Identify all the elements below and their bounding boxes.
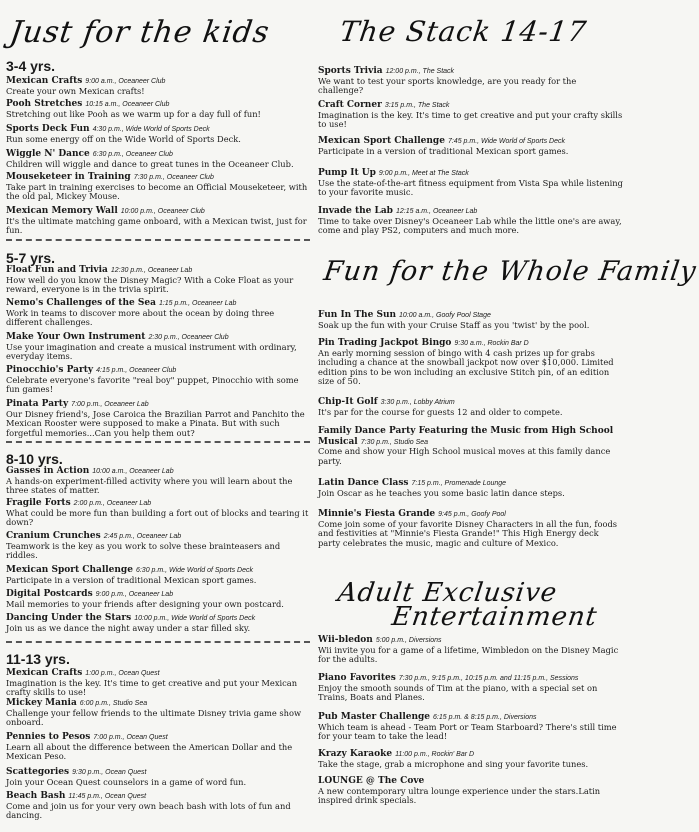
adult-activity-entry bbox=[318, 749, 623, 769]
adult-activity-entry bbox=[318, 635, 623, 665]
entry-title: LOUNGE @ The Cove bbox=[318, 776, 425, 786]
kids-activity-entry bbox=[6, 76, 310, 96]
entry-time-location: 9:45 p.m., Goofy Pool bbox=[438, 511, 506, 518]
age-group-heading: 3-4 yrs. bbox=[6, 58, 56, 74]
entry-description: Come join some of your favorite Disney Characters in all the fun, foods and festivities at "Minnie's Fiesta Grande!" This High Energy deck party celebrates the music, magic and culture of Mexico. bbox=[318, 518, 618, 548]
entry-description: Use your imagination and create a musical instrument with ordinary, everyday items. bbox=[6, 341, 297, 362]
entry-time-location: 9:30 p.m., Ocean Quest bbox=[72, 769, 147, 776]
family-activity-entry bbox=[318, 397, 623, 417]
entry-description: Imagination is the key. It's time to get creative and put your Mexican crafty skills to use! bbox=[6, 677, 298, 698]
entry-time-location: 10:15 a.m., Oceaneer Club bbox=[85, 101, 170, 108]
entry-title: Scattegories bbox=[6, 767, 70, 777]
entry-title: Mexican Sport Challenge bbox=[318, 136, 445, 146]
entry-time-location: 7:30 p.m., 9:15 p.m., 10:15 p.m. and 11:15 p.m., Sessions bbox=[398, 675, 579, 682]
entry-title: Pub Master Challenge bbox=[318, 712, 431, 722]
entry-title: Sports Trivia bbox=[318, 66, 383, 76]
entry-title: Pump It Up bbox=[318, 168, 376, 178]
entry-description: Participate in a version of traditional Mexican sport games. bbox=[6, 574, 257, 585]
entry-title: Pinocchio's Party bbox=[6, 365, 94, 375]
entry-time-location: 10:00 p.m., Oceaneer Club bbox=[120, 208, 205, 215]
entry-title: Chip-It Golf bbox=[318, 397, 378, 407]
entry-time-location: 7:00 p.m., Oceaneer Lab bbox=[71, 401, 149, 408]
kids-activity-entry bbox=[6, 99, 310, 119]
entry-time-location: 6:30 p.m., Oceaneer Club bbox=[92, 151, 173, 158]
entry-description: Work in teams to discover more about the ocean by doing three different challenges. bbox=[6, 307, 275, 328]
entry-description: An early morning session of bingo with 4 cash prizes up for grabs including a chance at the snowball jackpot now over $10,000. Limited edition pins to be won including an exclusive Stitch pin, of an edition size of 50. bbox=[318, 347, 614, 387]
entry-description: Wii invite you for a game of a lifetime, Wimbledon on the Disney Magic for the adults. bbox=[318, 644, 619, 665]
family-activity-entry bbox=[318, 478, 623, 498]
entry-description: Which team is ahead - Team Port or Team Starboard? There's still time for your team to take the lead! bbox=[318, 721, 617, 742]
kids-activity-entry bbox=[6, 124, 310, 144]
entry-description: Create your own Mexican crafts! bbox=[6, 85, 145, 96]
section-divider bbox=[6, 641, 310, 643]
kids-activity-entry bbox=[6, 298, 310, 328]
entry-time-location: 7:30 p.m., Oceaneer Club bbox=[133, 174, 214, 181]
entry-description: It's par for the course for guests 12 and older to compete. bbox=[318, 406, 563, 417]
entry-time-location: 5:00 p.m., Diversions bbox=[375, 637, 442, 644]
entry-time-location: 9:00 p.m., Oceaneer Lab bbox=[95, 591, 174, 598]
entry-time-location: 7:00 p.m., Ocean Quest bbox=[93, 734, 168, 741]
entry-time-location: 4:15 p.m., Oceaneer Club bbox=[96, 367, 177, 374]
entry-title: Float Fun and Trivia bbox=[6, 265, 108, 275]
entry-time-location: 6:15 p.m. & 8:15 p.m., Diversions bbox=[433, 714, 537, 721]
entry-time-location: 12:30 p.m., Oceaneer Lab bbox=[110, 267, 193, 274]
entry-description: How well do you know the Disney Magic? With a Coke Float as your reward, everyone is in the trivia spirit. bbox=[6, 274, 294, 295]
adult-heading-line2: Entertainment bbox=[389, 602, 600, 632]
entry-title: Fragile Forts bbox=[6, 498, 71, 508]
entry-description: Take the stage, grab a microphone and sing your favorite tunes. bbox=[318, 758, 589, 769]
family-activity-entry bbox=[318, 426, 623, 466]
entry-title: Beach Bash bbox=[6, 791, 66, 801]
entry-description: Stretching out like Pooh as we warm up for a day full of fun! bbox=[6, 108, 261, 119]
kids-activity-entry bbox=[6, 206, 310, 236]
adult-activity-entry bbox=[318, 712, 623, 742]
entry-time-location: 11:45 p.m., Ocean Quest bbox=[68, 793, 147, 800]
teen-activity-entry bbox=[318, 206, 623, 236]
entry-title: Mexican Sport Challenge bbox=[6, 565, 133, 575]
kids-activity-entry bbox=[6, 399, 310, 438]
kids-activity-entry bbox=[6, 589, 310, 609]
kids-activity-entry bbox=[6, 767, 310, 787]
section-divider bbox=[6, 239, 310, 241]
kids-activity-entry bbox=[6, 172, 310, 202]
stack-heading: The Stack 14-17 bbox=[337, 15, 589, 48]
entry-title: Minnie's Fiesta Grande bbox=[318, 509, 436, 519]
adult-activity-entry bbox=[318, 776, 623, 806]
age-group-heading: 11-13 yrs. bbox=[6, 651, 70, 667]
entry-description: A new contemporary ultra lounge experience under the stars.Latin inspired drink specials. bbox=[318, 785, 601, 806]
entry-title: Krazy Karaoke bbox=[318, 749, 393, 759]
kids-activity-entry bbox=[6, 365, 310, 395]
entry-description: Enjoy the smooth sounds of Tim at the piano, with a special set on Trains, Boats and Planes. bbox=[318, 682, 598, 703]
entry-time-location: 2:00 p.m., Oceaneer Lab bbox=[73, 500, 152, 507]
entry-title: Sports Deck Fun bbox=[6, 124, 90, 134]
entry-time-location: 4:30 p.m., Wide World of Sports Deck bbox=[92, 126, 210, 133]
kids-activity-entry bbox=[6, 498, 310, 528]
kids-activity-entry bbox=[6, 613, 310, 633]
entry-title: Piano Favorites bbox=[318, 673, 396, 683]
entry-description: Teamwork is the key as you work to solve these brainteasers and riddles. bbox=[6, 540, 281, 561]
entry-time-location: 12:00 p.m., The Stack bbox=[385, 68, 455, 75]
entry-description: Run some energy off on the Wide World of Sports Deck. bbox=[6, 133, 241, 144]
entry-time-location: 10:00 a.m., Goofy Pool Stage bbox=[399, 312, 491, 319]
entry-title: Latin Dance Class bbox=[318, 478, 409, 488]
entry-time-location: 10:00 p.m., Wide World of Sports Deck bbox=[134, 615, 256, 622]
entry-description: Children will wiggle and dance to great tunes in the Oceaneer Club. bbox=[6, 158, 294, 169]
kids-activity-entry bbox=[6, 791, 310, 821]
entry-title: Fun In The Sun bbox=[318, 310, 397, 320]
entry-description: Soak up the fun with your Cruise Staff as you 'twist' by the pool. bbox=[318, 319, 590, 330]
section-divider bbox=[6, 441, 310, 443]
entry-title: Cranium Crunches bbox=[6, 531, 101, 541]
kids-activity-entry bbox=[6, 466, 310, 496]
entry-time-location: 9:00 p.m., Meet at The Stack bbox=[378, 170, 469, 177]
entry-title: Pin Trading Jackpot Bingo bbox=[318, 338, 452, 348]
entry-description: Use the state-of-the-art fitness equipment from Vista Spa while listening to your favorite music. bbox=[318, 177, 623, 198]
family-activity-entry bbox=[318, 338, 623, 387]
teen-activity-entry bbox=[318, 66, 623, 96]
adult-heading-line1: Adult Exclusive bbox=[335, 578, 560, 608]
entry-time-location: 6:00 p.m., Studio Sea bbox=[79, 700, 148, 707]
entry-time-location: 2:30 p.m., Oceaneer Club bbox=[148, 334, 229, 341]
entry-description: Our Disney friend's, Jose Caroica the Brazilian Parrot and Panchito the Mexican Rooster were supposed to make a Pinata. But with such forgetful memories...Can you help them out? bbox=[6, 408, 305, 438]
entry-title: Mexican Crafts bbox=[6, 76, 83, 86]
entry-description: It's the ultimate matching game onboard, with a Mexican twist, just for fun. bbox=[6, 215, 307, 236]
entry-time-location: 7:45 p.m., Wide World of Sports Deck bbox=[447, 138, 566, 145]
entry-time-location: 1:15 p.m., Oceaneer Lab bbox=[158, 300, 237, 307]
kids-activity-entry bbox=[6, 668, 310, 698]
entry-time-location: 3:30 p.m., Lobby Atrium bbox=[380, 399, 455, 406]
entry-title: Pinata Party bbox=[6, 399, 69, 409]
entry-time-location: 9:30 a.m., Rockin Bar D bbox=[454, 340, 529, 347]
teen-activity-entry bbox=[318, 100, 623, 130]
entry-title: Mickey Mania bbox=[6, 698, 77, 708]
entry-title: Mexican Memory Wall bbox=[6, 206, 118, 216]
entry-time-location: 2:45 p.m., Oceaneer Lab bbox=[103, 533, 182, 540]
entry-title: Mexican Crafts bbox=[6, 668, 83, 678]
teen-activity-entry bbox=[318, 168, 623, 198]
kids-activity-entry bbox=[6, 732, 310, 762]
entry-description: We want to test your sports knowledge, are you ready for the challenge? bbox=[318, 75, 577, 96]
kids-activity-entry bbox=[6, 531, 310, 561]
entry-title: Digital Postcards bbox=[6, 589, 93, 599]
entry-time-location: 7:15 p.m., Promenade Lounge bbox=[411, 480, 507, 487]
entry-description: Participate in a version of traditional Mexican sport games. bbox=[318, 145, 569, 156]
entry-time-location: 10:00 a.m., Oceaneer Lab bbox=[92, 468, 174, 475]
entry-title: Dancing Under the Stars bbox=[6, 613, 132, 623]
age-group-heading: 5-7 yrs. bbox=[6, 250, 56, 266]
entry-description: A hands-on experiment-filled activity where you will learn about the three states of matter. bbox=[6, 475, 293, 496]
family-heading: Fun for the Whole Family bbox=[321, 256, 699, 287]
entry-description: Take part in training exercises to become an Official Mouseketeer, with the old pal, Mickey Mouse. bbox=[6, 181, 308, 202]
entry-description: Time to take over Disney's Oceaneer Lab while the little one's are away, come and play PS2, computers and much more. bbox=[318, 215, 622, 236]
kids-heading: Just for the kids bbox=[7, 15, 272, 50]
entry-description: Join your Ocean Quest counselors in a game of word fun. bbox=[6, 776, 247, 787]
entry-time-location: 12:15 a.m., Oceaneer Lab bbox=[395, 208, 478, 215]
kids-activity-entry bbox=[6, 565, 310, 585]
entry-title: Invade the Lab bbox=[318, 206, 393, 216]
adult-activity-entry bbox=[318, 673, 623, 703]
entry-time-location: 7:30 p.m., Studio Sea bbox=[360, 438, 429, 446]
entry-title: Gasses in Action bbox=[6, 466, 90, 476]
entry-title: Pooh Stretches bbox=[6, 99, 83, 109]
entry-title: Wii-bledon bbox=[318, 635, 373, 645]
age-group-heading: 8-10 yrs. bbox=[6, 451, 63, 467]
entry-description: Come and join us for your very own beach bash with lots of fun and dancing. bbox=[6, 800, 291, 821]
entry-title: Family Dance Party Featuring the Music from High School Musical bbox=[318, 426, 614, 447]
entry-time-location: 6:30 p.m., Wide World of Sports Deck bbox=[135, 567, 254, 574]
entry-description: Challenge your fellow friends to the ultimate Disney trivia game show onboard. bbox=[6, 707, 302, 728]
entry-description: Imagination is the key. It's time to get creative and put your crafty skills to use! bbox=[318, 109, 623, 130]
entry-description: Come and show your High School musical moves at this family dance party. bbox=[318, 446, 611, 466]
kids-activity-entry bbox=[6, 265, 310, 295]
kids-activity-entry bbox=[6, 698, 310, 728]
entry-time-location: 1:00 p.m., Ocean Quest bbox=[85, 670, 160, 677]
entry-description: Learn all about the difference between the American Dollar and the Mexican Peso. bbox=[6, 741, 293, 762]
entry-title: Nemo's Challenges of the Sea bbox=[6, 298, 156, 308]
entry-description: What could be more fun than building a fort out of blocks and tearing it down? bbox=[6, 507, 309, 528]
kids-activity-entry bbox=[6, 149, 310, 169]
teen-activity-entry bbox=[318, 136, 623, 156]
entry-title: Mouseketeer in Training bbox=[6, 172, 131, 182]
family-activity-entry bbox=[318, 509, 623, 548]
entry-description: Celebrate everyone's favorite "real boy" puppet, Pinocchio with some fun games! bbox=[6, 374, 299, 395]
entry-time-location: 3:15 p.m., The Stack bbox=[384, 102, 450, 109]
entry-time-location: 9:00 a.m., Oceaneer Club bbox=[85, 78, 166, 85]
entry-description: Mail memories to your friends after designing your own postcard. bbox=[6, 598, 284, 609]
entry-description: Join us as we dance the night away under a star filled sky. bbox=[6, 622, 251, 633]
family-activity-entry bbox=[318, 310, 623, 330]
entry-title: Wiggle N' Dance bbox=[6, 149, 90, 159]
entry-time-location: 11:00 p.m., Rockin' Bar D bbox=[395, 751, 475, 758]
entry-title: Pennies to Pesos bbox=[6, 732, 91, 742]
entry-title: Make Your Own Instrument bbox=[6, 332, 146, 342]
entry-title: Craft Corner bbox=[318, 100, 382, 110]
entry-description: Join Oscar as he teaches you some basic latin dance steps. bbox=[318, 487, 565, 498]
kids-activity-entry bbox=[6, 332, 310, 362]
